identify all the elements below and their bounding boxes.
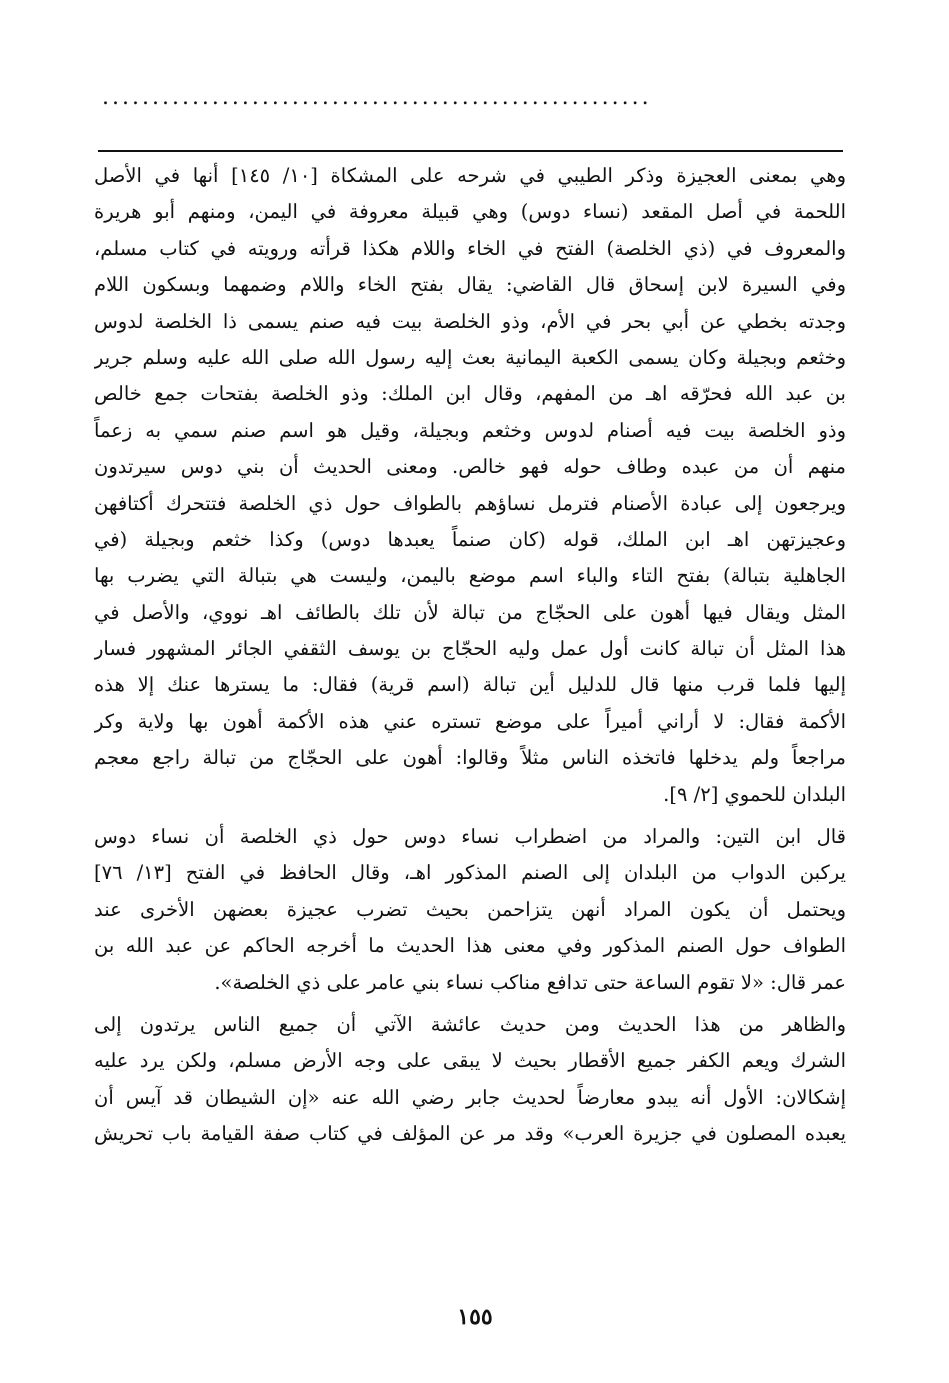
text-line: إليها فلما قرب منها قال للدليل أين تبالة (اسم قرية) فقال: ما يسترها عنك إلا هذه bbox=[94, 673, 846, 697]
paragraph-1 bbox=[94, 158, 846, 813]
text-line: وعجيزتهن اهـ ابن الملك، قوله (كان صنماً يعبدها دوس) وكذا خثعم وبجيلة (في bbox=[94, 527, 846, 551]
text-line: وخثعم وبجيلة وكان يسمى الكعبة اليمانية بعث إليه رسول الله صلى الله عليه وسلم جرير bbox=[94, 345, 846, 369]
paragraph-2 bbox=[94, 819, 846, 1001]
header-dotted-line: ....................................................... bbox=[102, 86, 652, 110]
text-line: بن عبد الله فحرّقه اهـ من المفهم، وقال ابن الملك: وذو الخلصة بفتحات جمع خالص bbox=[94, 382, 846, 406]
text-line: الجاهلية بتبالة) بفتح التاء والباء اسم موضع باليمن، وليست هي بتبالة التي يضرب بها bbox=[94, 564, 846, 588]
text-line: وهي بمعنى العجيزة وذكر الطيبي في شرحه على المشكاة [١٠/ ١٤٥] أنها في الأصل bbox=[94, 164, 846, 187]
text-line: هذا المثل أن تبالة كانت أول عمل وليه الحجّاج بن يوسف الثقفي الجائر المشهور فسار bbox=[94, 637, 846, 661]
text-line: الطواف حول الصنم المذكور وفي معنى هذا الحديث ما أخرجه الحاكم عن عبد الله بن bbox=[94, 934, 846, 958]
text-line: البلدان للحموي [٢/ ٩]. bbox=[663, 782, 846, 806]
text-line: المثل ويقال فيها أهون على الحجّاج من تبالة لأن تلك بالطائف اهـ نووي، والأصل في bbox=[94, 600, 846, 624]
body-text bbox=[94, 158, 846, 1153]
text-line: قال ابن التين: والمراد من اضطراب نساء دوس حول ذي الخلصة أن نساء دوس bbox=[94, 825, 846, 849]
text-line: إشكالان: الأول أنه يبدو معارضاً لحديث جابر رضي الله عنه «إن الشيطان قد آيس أن bbox=[94, 1085, 846, 1109]
text-line: الشرك ويعم الكفر جميع الأقطار بحيث لا يبقى على وجه الأرض مسلم، ولكن يرد عليه bbox=[94, 1049, 846, 1073]
text-line: اللحمة في أصل المقعد (نساء دوس) وهي قبيلة معروفة في اليمن، ومنهم أبو هريرة bbox=[94, 200, 846, 224]
text-line: والمعروف في (ذي الخلصة) الفتح في الخاء واللام هكذا قرأته ورويته في كتاب مسلم، bbox=[94, 236, 846, 260]
text-line: عمر قال: «لا تقوم الساعة حتى تدافع مناكب نساء بني عامر على ذي الخلصة». bbox=[214, 970, 846, 994]
paragraph-3 bbox=[94, 1007, 846, 1153]
text-line: الأكمة فقال: لا أراني أميراً على موضع تستره عني هذه الأكمة أهون بها ولاية وكر bbox=[94, 709, 846, 733]
text-line: والظاهر من هذا الحديث ومن حديث عائشة الآتي أن جميع الناس يرتدون إلى bbox=[94, 1012, 846, 1036]
text-line: مراجعاً ولم يدخلها فاتخذه الناس مثلاً وقالوا: أهون على الحجّاج من تبالة راجع معجم bbox=[94, 746, 846, 770]
footnote-separator-rule bbox=[98, 150, 843, 152]
text-line: وجدته بخطي عن أبي بحر في الأم، وذو الخلصة بيت فيه صنم يسمى ذا الخلصة لدوس bbox=[94, 309, 846, 333]
text-line: وذو الخلصة بيت فيه أصنام لدوس وخثعم وبجيلة، وقيل هو اسم صنم سمي به زعماً bbox=[94, 418, 846, 442]
text-line: يعبده المصلون في جزيرة العرب» وقد مر عن المؤلف في كتاب صفة القيامة باب تحريش bbox=[94, 1122, 846, 1146]
text-line: وفي السيرة لابن إسحاق قال القاضي: يقال بفتح الخاء واللام وضمهما وبسكون اللام bbox=[94, 273, 846, 297]
page-number: ١٥٥ bbox=[457, 1304, 493, 1330]
text-line: يركبن الدواب من البلدان إلى الصنم المذكور اهـ، وقال الحافظ في الفتح [١٣/ ٧٦] bbox=[94, 861, 846, 885]
text-line: منهم أن من عبده وطاف حوله فهو خالص. ومعنى الحديث أن بني دوس سيرتدون bbox=[94, 455, 846, 479]
text-line: ويحتمل أن يكون المراد أنهن يتزاحمن بحيث تضرب عجيزة بعضهن الأخرى عند bbox=[94, 897, 846, 921]
text-line: ويرجعون إلى عبادة الأصنام فترمل نساؤهم بالطواف حول ذي الخلصة فتتحرك أكتافهن bbox=[94, 491, 846, 515]
